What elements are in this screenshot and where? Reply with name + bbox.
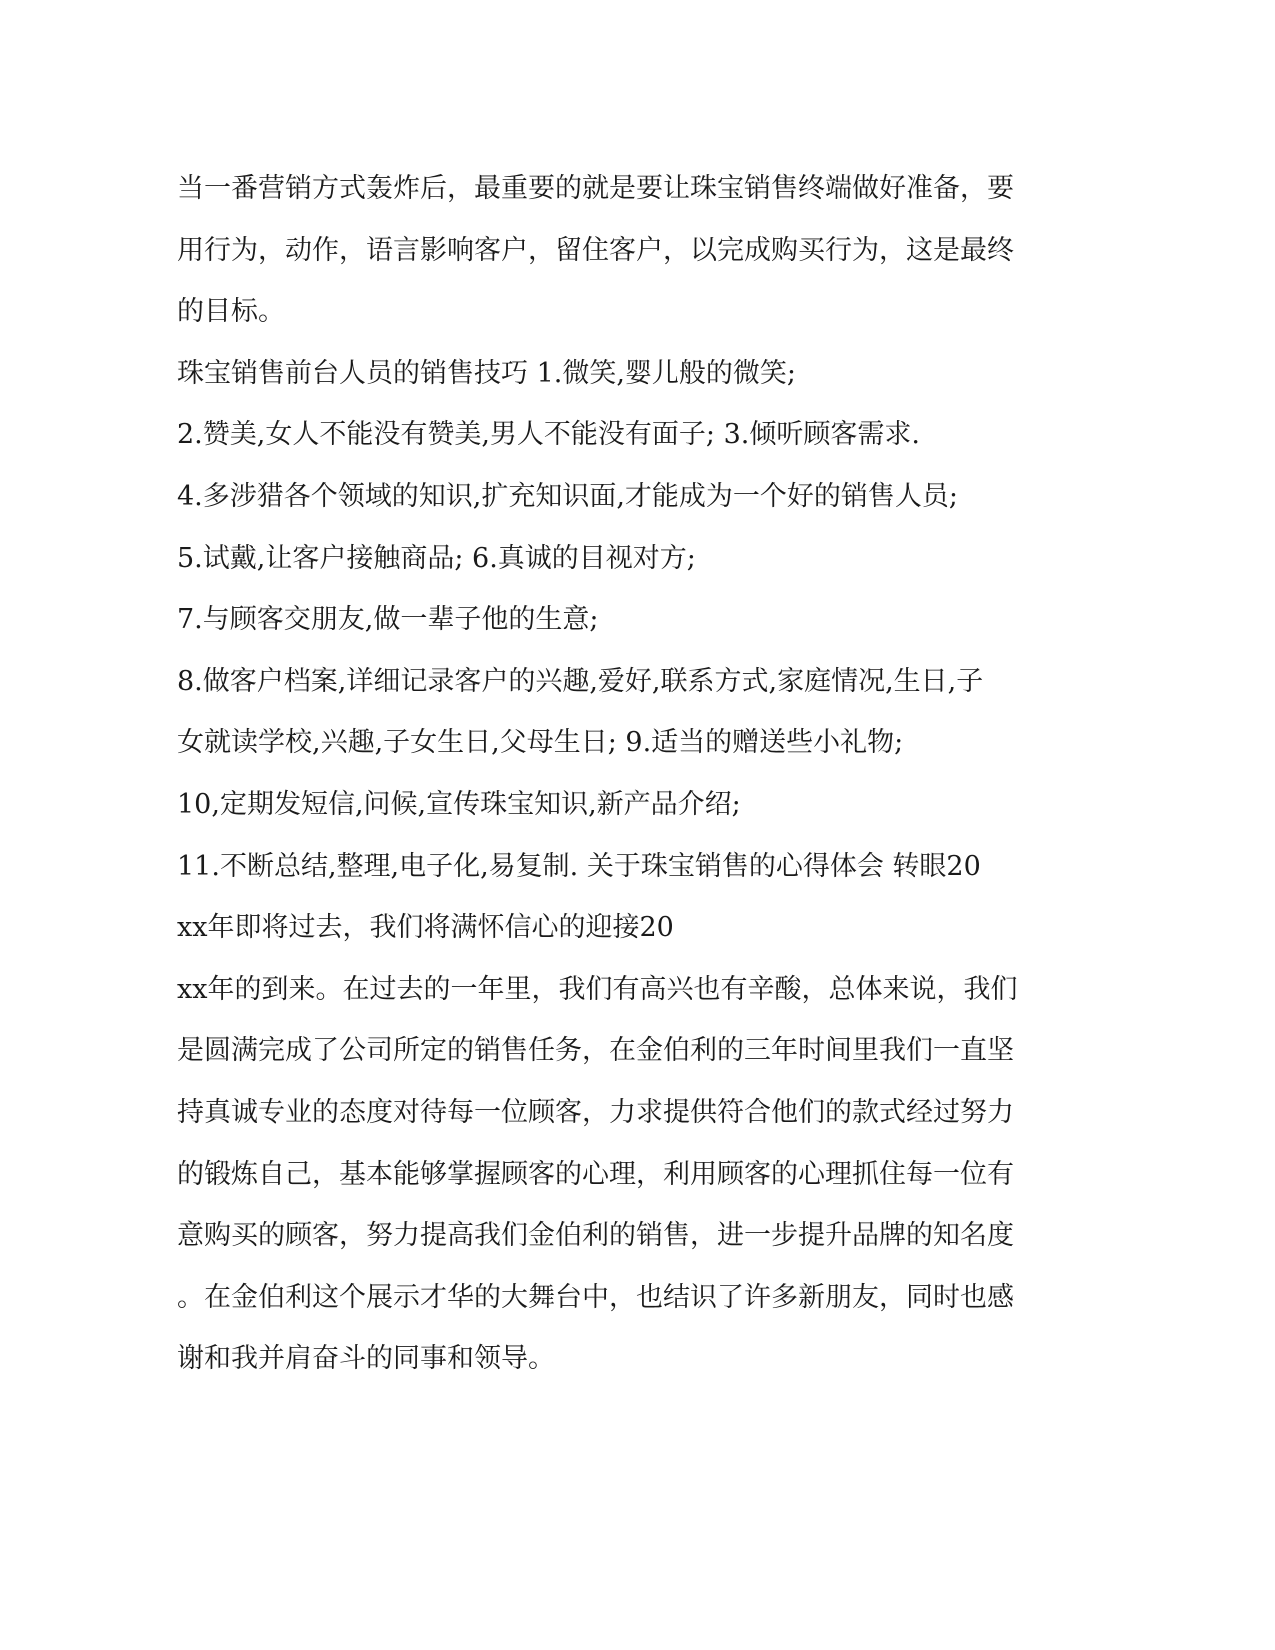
text-line: 2.赞美,女人不能没有赞美,男人不能没有面子; 3.倾听顾客需求. — [177, 419, 920, 451]
text-line: 珠宝销售前台人员的销售技巧 1.微笑,婴儿般的微笑; — [177, 357, 797, 389]
text-line: 4.多涉猎各个领域的知识,扩充知识面,才能成为一个好的销售人员; — [177, 480, 959, 512]
text-line: 意购买的顾客，努力提高我们金伯利的销售，进一步提升品牌的知名度 — [177, 1220, 1014, 1252]
text-line: 用行为，动作，语言影响客户，留住客户，以完成购买行为，这是最终 — [177, 234, 1014, 266]
text-line: 8.做客户档案,详细记录客户的兴趣,爱好,联系方式,家庭情况,生日,子 — [177, 665, 984, 697]
text-line: 持真诚专业的态度对待每一位顾客，力求提供符合他们的款式经过努力 — [177, 1096, 1014, 1128]
body-text — [177, 158, 1077, 1390]
text-line: 当一番营销方式轰炸后，最重要的就是要让珠宝销售终端做好准备，要 — [177, 173, 1014, 204]
text-line: 的目标。 — [177, 296, 285, 328]
text-line: xx年的到来。在过去的一年里，我们有高兴也有辛酸，总体来说，我们 — [177, 973, 1018, 1005]
text-line: 。在金伯利这个展示才华的大舞台中，也结识了许多新朋友，同时也感 — [177, 1281, 1014, 1313]
text-line: xx年即将过去，我们将满怀信心的迎接20 — [177, 912, 674, 944]
text-line: 11.不断总结,整理,电子化,易复制. 关于珠宝销售的心得体会 转眼20 — [177, 850, 981, 882]
text-line: 女就读学校,兴趣,子女生日,父母生日; 9.适当的赠送些小礼物; — [177, 727, 904, 759]
text-line: 5.试戴,让客户接触商品; 6.真诚的目视对方; — [177, 542, 696, 574]
text-line: 7.与顾客交朋友,做一辈子他的生意; — [177, 604, 599, 636]
text-line: 的锻炼自己，基本能够掌握顾客的心理，利用顾客的心理抓住每一位有 — [177, 1158, 1014, 1190]
text-line: 10,定期发短信,问候,宣传珠宝知识,新产品介绍; — [177, 788, 741, 820]
text-line: 谢和我并肩奋斗的同事和领导。 — [177, 1343, 555, 1375]
text-line: 是圆满完成了公司所定的销售任务，在金伯利的三年时间里我们一直坚 — [177, 1035, 1014, 1067]
